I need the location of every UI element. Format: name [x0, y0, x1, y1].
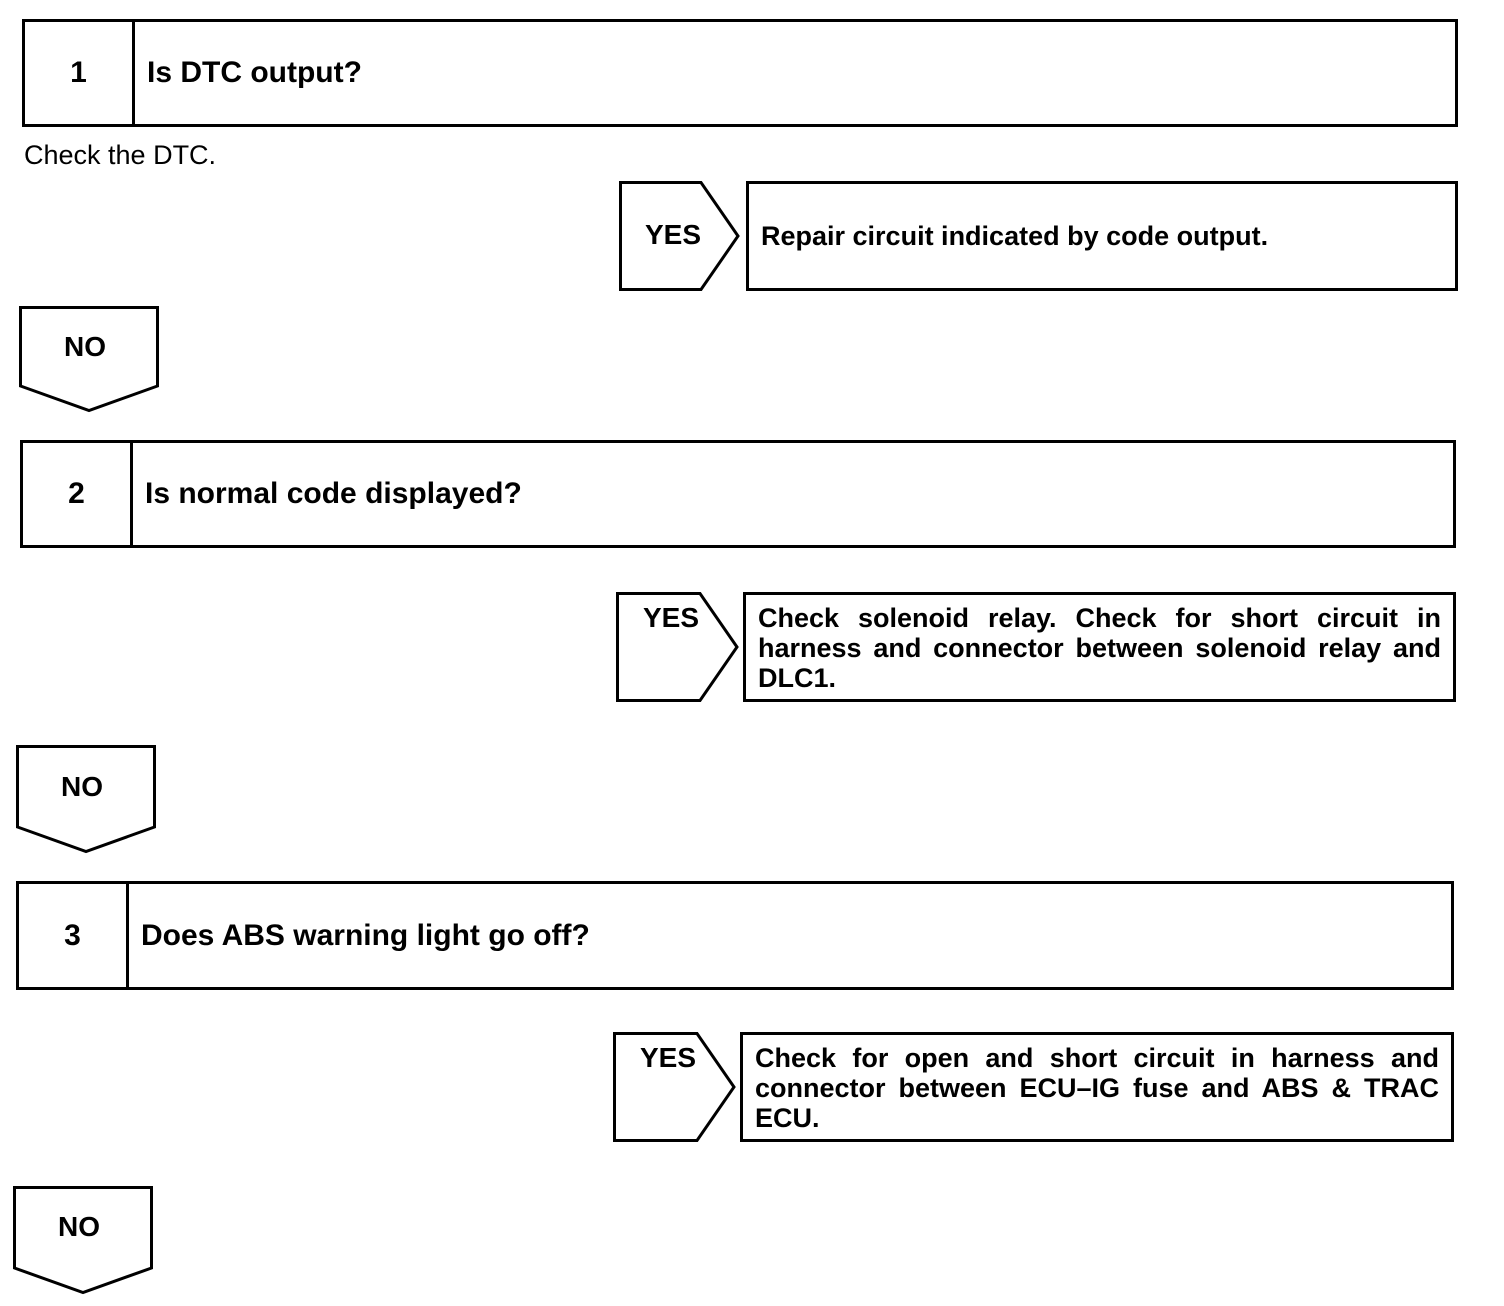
step-2-box: [20, 440, 1456, 548]
no-label: NO: [61, 771, 103, 802]
no-label: NO: [64, 331, 106, 362]
no-arrow: [19, 306, 159, 414]
yes-arrow: [613, 1032, 737, 1142]
yes-arrow: [616, 592, 740, 702]
no-arrow: [13, 1186, 153, 1296]
step-3-box: [16, 881, 1454, 990]
step-question: Is normal code displayed?: [145, 477, 522, 510]
yes-result-box: Check for open and short circuit in harness and connector between ECU–IG fuse and ABS & TRAC ECU.: [740, 1032, 1454, 1142]
yes-arrow: [619, 181, 741, 291]
yes-result-box: Check solenoid relay. Check for short circuit in harness and connector between solenoid relay and DLC1.: [743, 592, 1456, 702]
yes-label: YES: [645, 219, 702, 250]
step-1-box: [22, 19, 1458, 127]
yes-label: YES: [643, 602, 700, 633]
step-question: Is DTC output?: [147, 56, 362, 89]
yes-label: YES: [640, 1042, 697, 1073]
step-number: 3: [19, 884, 129, 987]
no-label: NO: [58, 1211, 100, 1242]
no-arrow: [16, 745, 156, 855]
step-number: 2: [23, 443, 133, 545]
step-question: Does ABS warning light go off?: [141, 918, 590, 952]
yes-result-box: Repair circuit indicated by code output.: [746, 181, 1458, 291]
step-number: 1: [25, 22, 135, 124]
step-note: Check the DTC.: [24, 140, 217, 170]
